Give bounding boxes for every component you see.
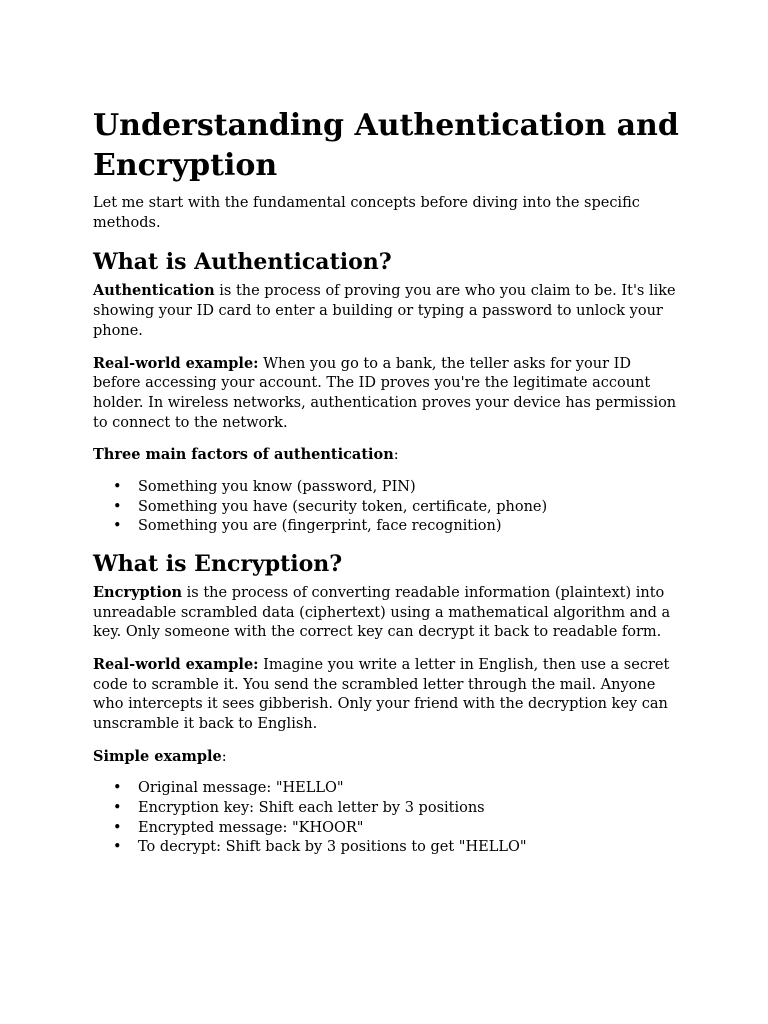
intro-paragraph: Let me start with the fundamental concepts before diving into the specific methods. — [93, 195, 640, 231]
list-item — [93, 498, 683, 518]
bullet-icon: • — [113, 518, 122, 535]
authentication-definition — [93, 281, 683, 341]
simple-example-list — [93, 779, 683, 857]
authentication-example — [93, 354, 683, 434]
bullet-icon: • — [113, 800, 122, 817]
encryption-example-label: Real-world example: — [93, 655, 259, 673]
encryption-definition-text: is the process of converting readable information (plaintext) into unreadable scrambled data (ciphertext) using a mathematical algorithm and a key. Only someone with the correct key can decrypt it back to readable form. — [93, 584, 671, 641]
list-item — [93, 838, 683, 858]
encryption-heading: What is Encryption? — [93, 550, 343, 577]
list-item-text: To decrypt: Shift back by 3 positions to get "HELLO" — [138, 839, 527, 856]
authentication-factors-list — [93, 478, 683, 537]
list-item — [93, 517, 683, 537]
authentication-example-label: Real-world example: — [93, 354, 259, 372]
list-item-text: Encrypted message: "KHOOR" — [138, 819, 364, 836]
list-item-text: Something you have (security token, certificate, phone) — [138, 498, 548, 515]
authentication-factors-heading — [93, 445, 683, 466]
encryption-definition — [93, 583, 683, 643]
document-page — [93, 106, 683, 870]
bullet-icon: • — [113, 780, 122, 797]
simple-example-colon: : — [221, 748, 227, 765]
page-title: Understanding Authentication and Encryption — [93, 108, 679, 183]
bullet-icon: • — [113, 498, 122, 515]
encryption-example-text: Imagine you write a letter in English, then use a secret code to scramble it. You send the scrambled letter through the mail. Anyone who intercepts it sees gibberish. Only your friend with the decryption key can unscramble it back to English. — [93, 656, 670, 733]
encryption-term: Encryption — [93, 583, 183, 601]
authentication-heading: What is Authentication? — [93, 249, 392, 276]
list-item — [93, 779, 683, 799]
simple-example-heading — [93, 747, 683, 768]
authentication-factors-colon: : — [393, 447, 399, 464]
authentication-factors-label: Three main factors of authentication — [93, 446, 394, 464]
authentication-example-text: When you go to a bank, the teller asks for your ID before accessing your account. The ID proves you're the legitimate account holder. In wireless networks, authentication proves your device has permission to connect to the network. — [93, 355, 677, 431]
bullet-icon: • — [113, 839, 122, 856]
list-item-text: Encryption key: Shift each letter by 3 positions — [138, 800, 485, 817]
list-item-text: Something you know (password, PIN) — [138, 479, 416, 496]
bullet-icon: • — [113, 819, 122, 836]
list-item — [93, 819, 683, 839]
list-item-text: Something you are (fingerprint, face recognition) — [138, 518, 502, 535]
list-item — [93, 478, 683, 498]
list-item — [93, 799, 683, 819]
bullet-icon: • — [113, 479, 122, 496]
simple-example-label: Simple example — [93, 747, 222, 765]
encryption-example — [93, 655, 683, 735]
authentication-definition-text: is the process of proving you are who you claim to be. It's like showing your ID card to enter a building or typing a password to unlock your phone. — [93, 283, 676, 339]
authentication-term: Authentication — [93, 282, 215, 300]
list-item-text: Original message: "HELLO" — [138, 780, 344, 797]
